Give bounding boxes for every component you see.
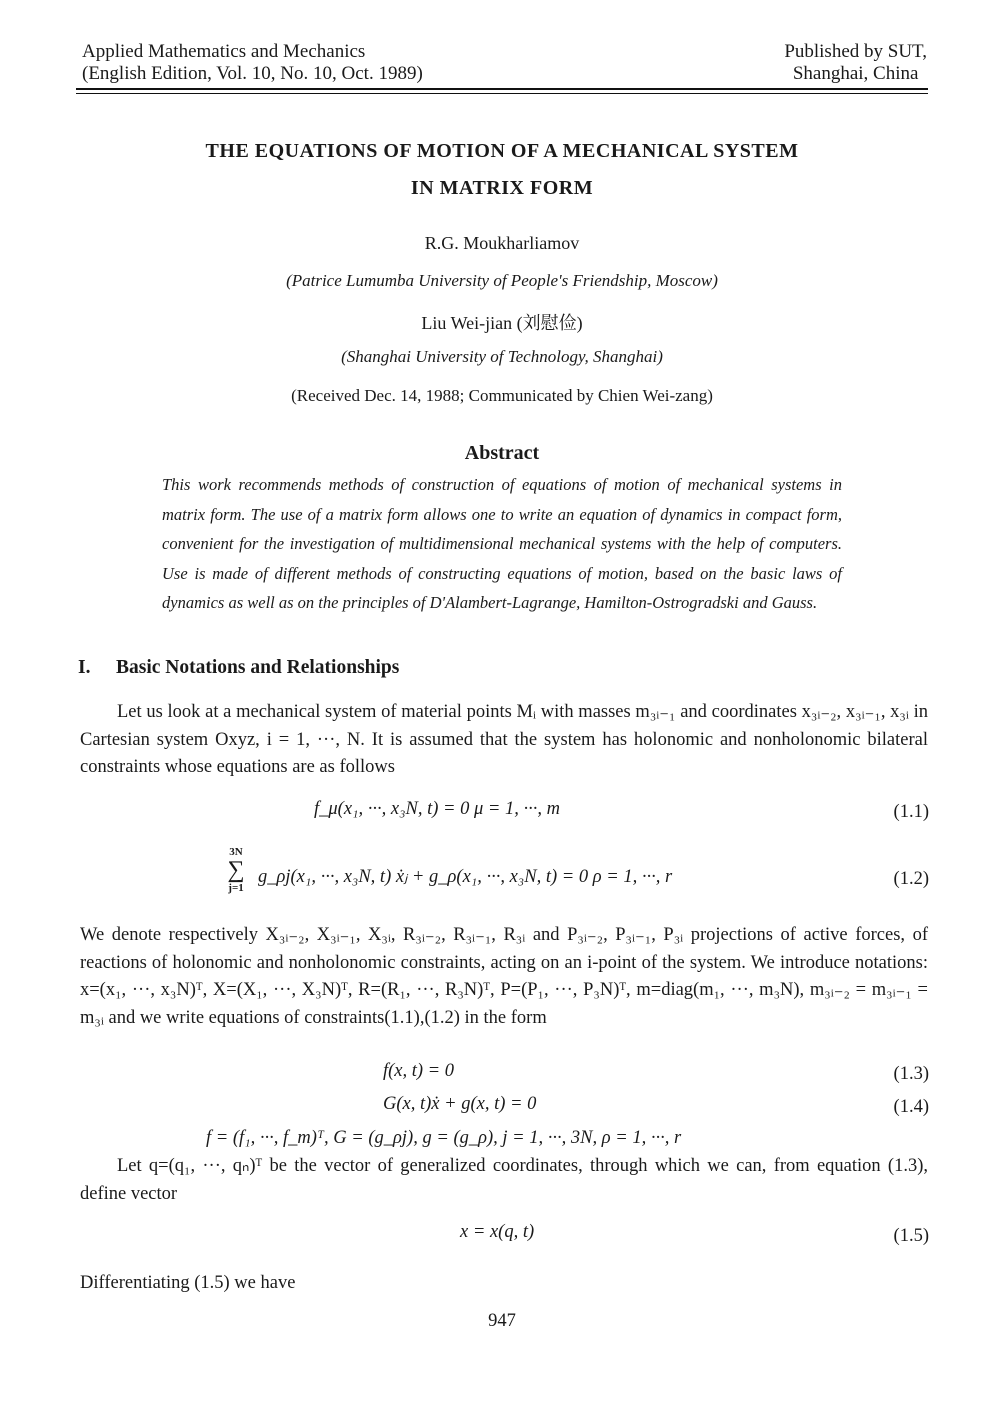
publisher-info: [784, 41, 927, 85]
equation-1-4: G(x, t)ẋ + g(x, t) = 0: [383, 1094, 537, 1114]
abstract-heading: Abstract: [464, 442, 540, 464]
sum-lower-limit: j=1: [228, 882, 244, 894]
body-paragraph: Differentiating (1.5) we have: [80, 1273, 296, 1293]
author-affiliation: (Patrice Lumumba University of People's Friendship, Moscow): [286, 271, 718, 290]
equation-number: (1.3): [893, 1064, 929, 1084]
section-title: Basic Notations and Relationships: [116, 657, 400, 678]
publisher-location: Shanghai, China: [792, 63, 919, 84]
received-note: (Received Dec. 14, 1988; Communicated by Chien Wei-zang): [291, 386, 713, 405]
header-rule-thin: [76, 93, 928, 94]
journal-name: Applied Mathematics and Mechanics: [82, 41, 366, 62]
body-paragraph: We denote respectively X₃ᵢ₋₂, X₃ᵢ₋₁, X₃ᵢ, R₃ᵢ₋₂, R₃ᵢ₋₁, R₃ᵢ and P₃ᵢ₋₂, P₃ᵢ₋₁, P₃ᵢ projections of active forces, of reactions of holonomic and nonholonomic constraints, acting on an i-point of the system. We introduce notations: x=(x₁, ···, x₃N)ᵀ, X=(X₁, ···, X₃N)ᵀ, R=(R₁, ···, R₃N)ᵀ, P=(P₁, ···, P₃N)ᵀ, m=diag(m₁, ···, m₃N), m₃ᵢ₋₂ = m₃ᵢ₋₁ = m₃ᵢ and we write equations of constraints(1.1),(1.2) in the form: [80, 925, 928, 1028]
equation-number: (1.5): [893, 1226, 929, 1246]
equation-1-3: f(x, t) = 0: [383, 1061, 455, 1081]
header-rule-thick: [76, 88, 928, 90]
paper-title-line2: IN MATRIX FORM: [410, 177, 594, 199]
section-number: I.: [78, 657, 91, 678]
sum-upper-limit: 3N: [229, 846, 243, 858]
journal-edition: (English Edition, Vol. 10, No. 10, Oct. 1989): [82, 63, 423, 84]
equation-1-1: f_μ(x₁, ···, x₃N, t) = 0 μ = 1, ···, m: [314, 799, 561, 819]
summation-symbol: [216, 846, 256, 894]
notation-definitions: f = (f₁, ···, f_m)ᵀ, G = (g_ρj), g = (g_ρ), j = 1, ···, 3N, ρ = 1, ···, r: [206, 1128, 682, 1148]
equation-number: (1.1): [893, 802, 929, 822]
equation-number: (1.4): [893, 1097, 929, 1117]
body-paragraph: Let us look at a mechanical system of material points Mᵢ with masses m₃ᵢ₋₁ and coordinates x₃ᵢ₋₂, x₃ᵢ₋₁, x₃ᵢ in Cartesian system Oxyz, i = 1, ···, N. It is assumed that the system has holonomic and nonholonomic bilateral constraints whose equations are as follows: [80, 702, 928, 777]
equation-1-5: x = x(q, t): [460, 1222, 535, 1242]
author-affiliation: (Shanghai University of Technology, Shanghai): [341, 347, 663, 366]
sigma-icon: ∑: [227, 857, 245, 883]
author-name: R.G. Moukharliamov: [424, 233, 580, 253]
abstract-text: This work recommends methods of construction of equations of motion of mechanical systems in matrix form. The use of a matrix form allows one to write an equation of dynamics in compact form, convenient for the investigation of multidimensional mechanical systems with the help of computers. Use is made of different methods of constructing equations of motion, based on the basic laws of dynamics as well as on the principles of D'Alambert-Lagrange, Hamilton-Ostrogradski and Gauss.: [162, 475, 842, 613]
equation-1-2: g_ρj(x₁, ···, x₃N, t) ẋⱼ + g_ρ(x₁, ···, x₃N, t) = 0 ρ = 1, ···, r: [258, 867, 673, 887]
body-paragraph: Let q=(q₁, ···, qₙ)ᵀ be the vector of generalized coordinates, through which we can, from equation (1.3), define vector: [80, 1156, 928, 1204]
paper-title-line1: THE EQUATIONS OF MOTION OF A MECHANICAL SYSTEM: [205, 140, 799, 162]
journal-info: [82, 41, 423, 85]
publisher-name: Published by SUT,: [784, 41, 927, 62]
page-number: 947: [488, 1311, 516, 1331]
equation-number: (1.2): [893, 869, 929, 889]
author-name: Liu Wei-jian (刘慰俭): [421, 313, 583, 333]
section-heading: [78, 657, 399, 679]
